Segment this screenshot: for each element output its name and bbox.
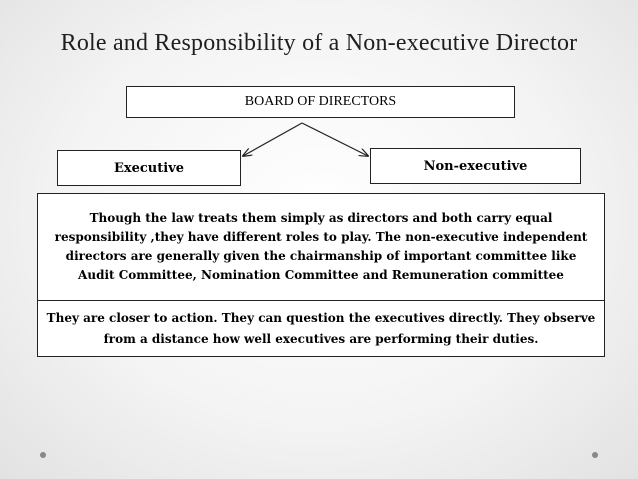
description-text: Though the law treats them simply as directors and both carry equal responsibility ,they have different roles to play. The non-executive independent directors are generally given the chairmanship of important committee like Audit Committee, Nomination Committee and Remuneration committee bbox=[54, 211, 588, 282]
roles-text: They are closer to action. They can question the executives directly. They observe from a distance how well executives are performing their duties. bbox=[46, 310, 596, 346]
description-box bbox=[37, 193, 605, 301]
board-of-directors-box bbox=[126, 86, 515, 118]
arrow-to-non-executive bbox=[302, 123, 368, 156]
board-of-directors-label: BOARD OF DIRECTORS bbox=[244, 94, 397, 109]
non-executive-box bbox=[370, 148, 581, 184]
roles-box bbox=[37, 300, 605, 357]
arrow-to-executive bbox=[243, 123, 302, 156]
executive-label: Executive bbox=[113, 160, 185, 176]
non-executive-label: Non-executive bbox=[423, 158, 528, 174]
slide-title: Role and Responsibility of a Non-executive Director bbox=[60, 30, 578, 56]
slide-dot-right bbox=[592, 452, 598, 458]
slide-dot-left bbox=[40, 452, 46, 458]
executive-box bbox=[57, 150, 241, 186]
